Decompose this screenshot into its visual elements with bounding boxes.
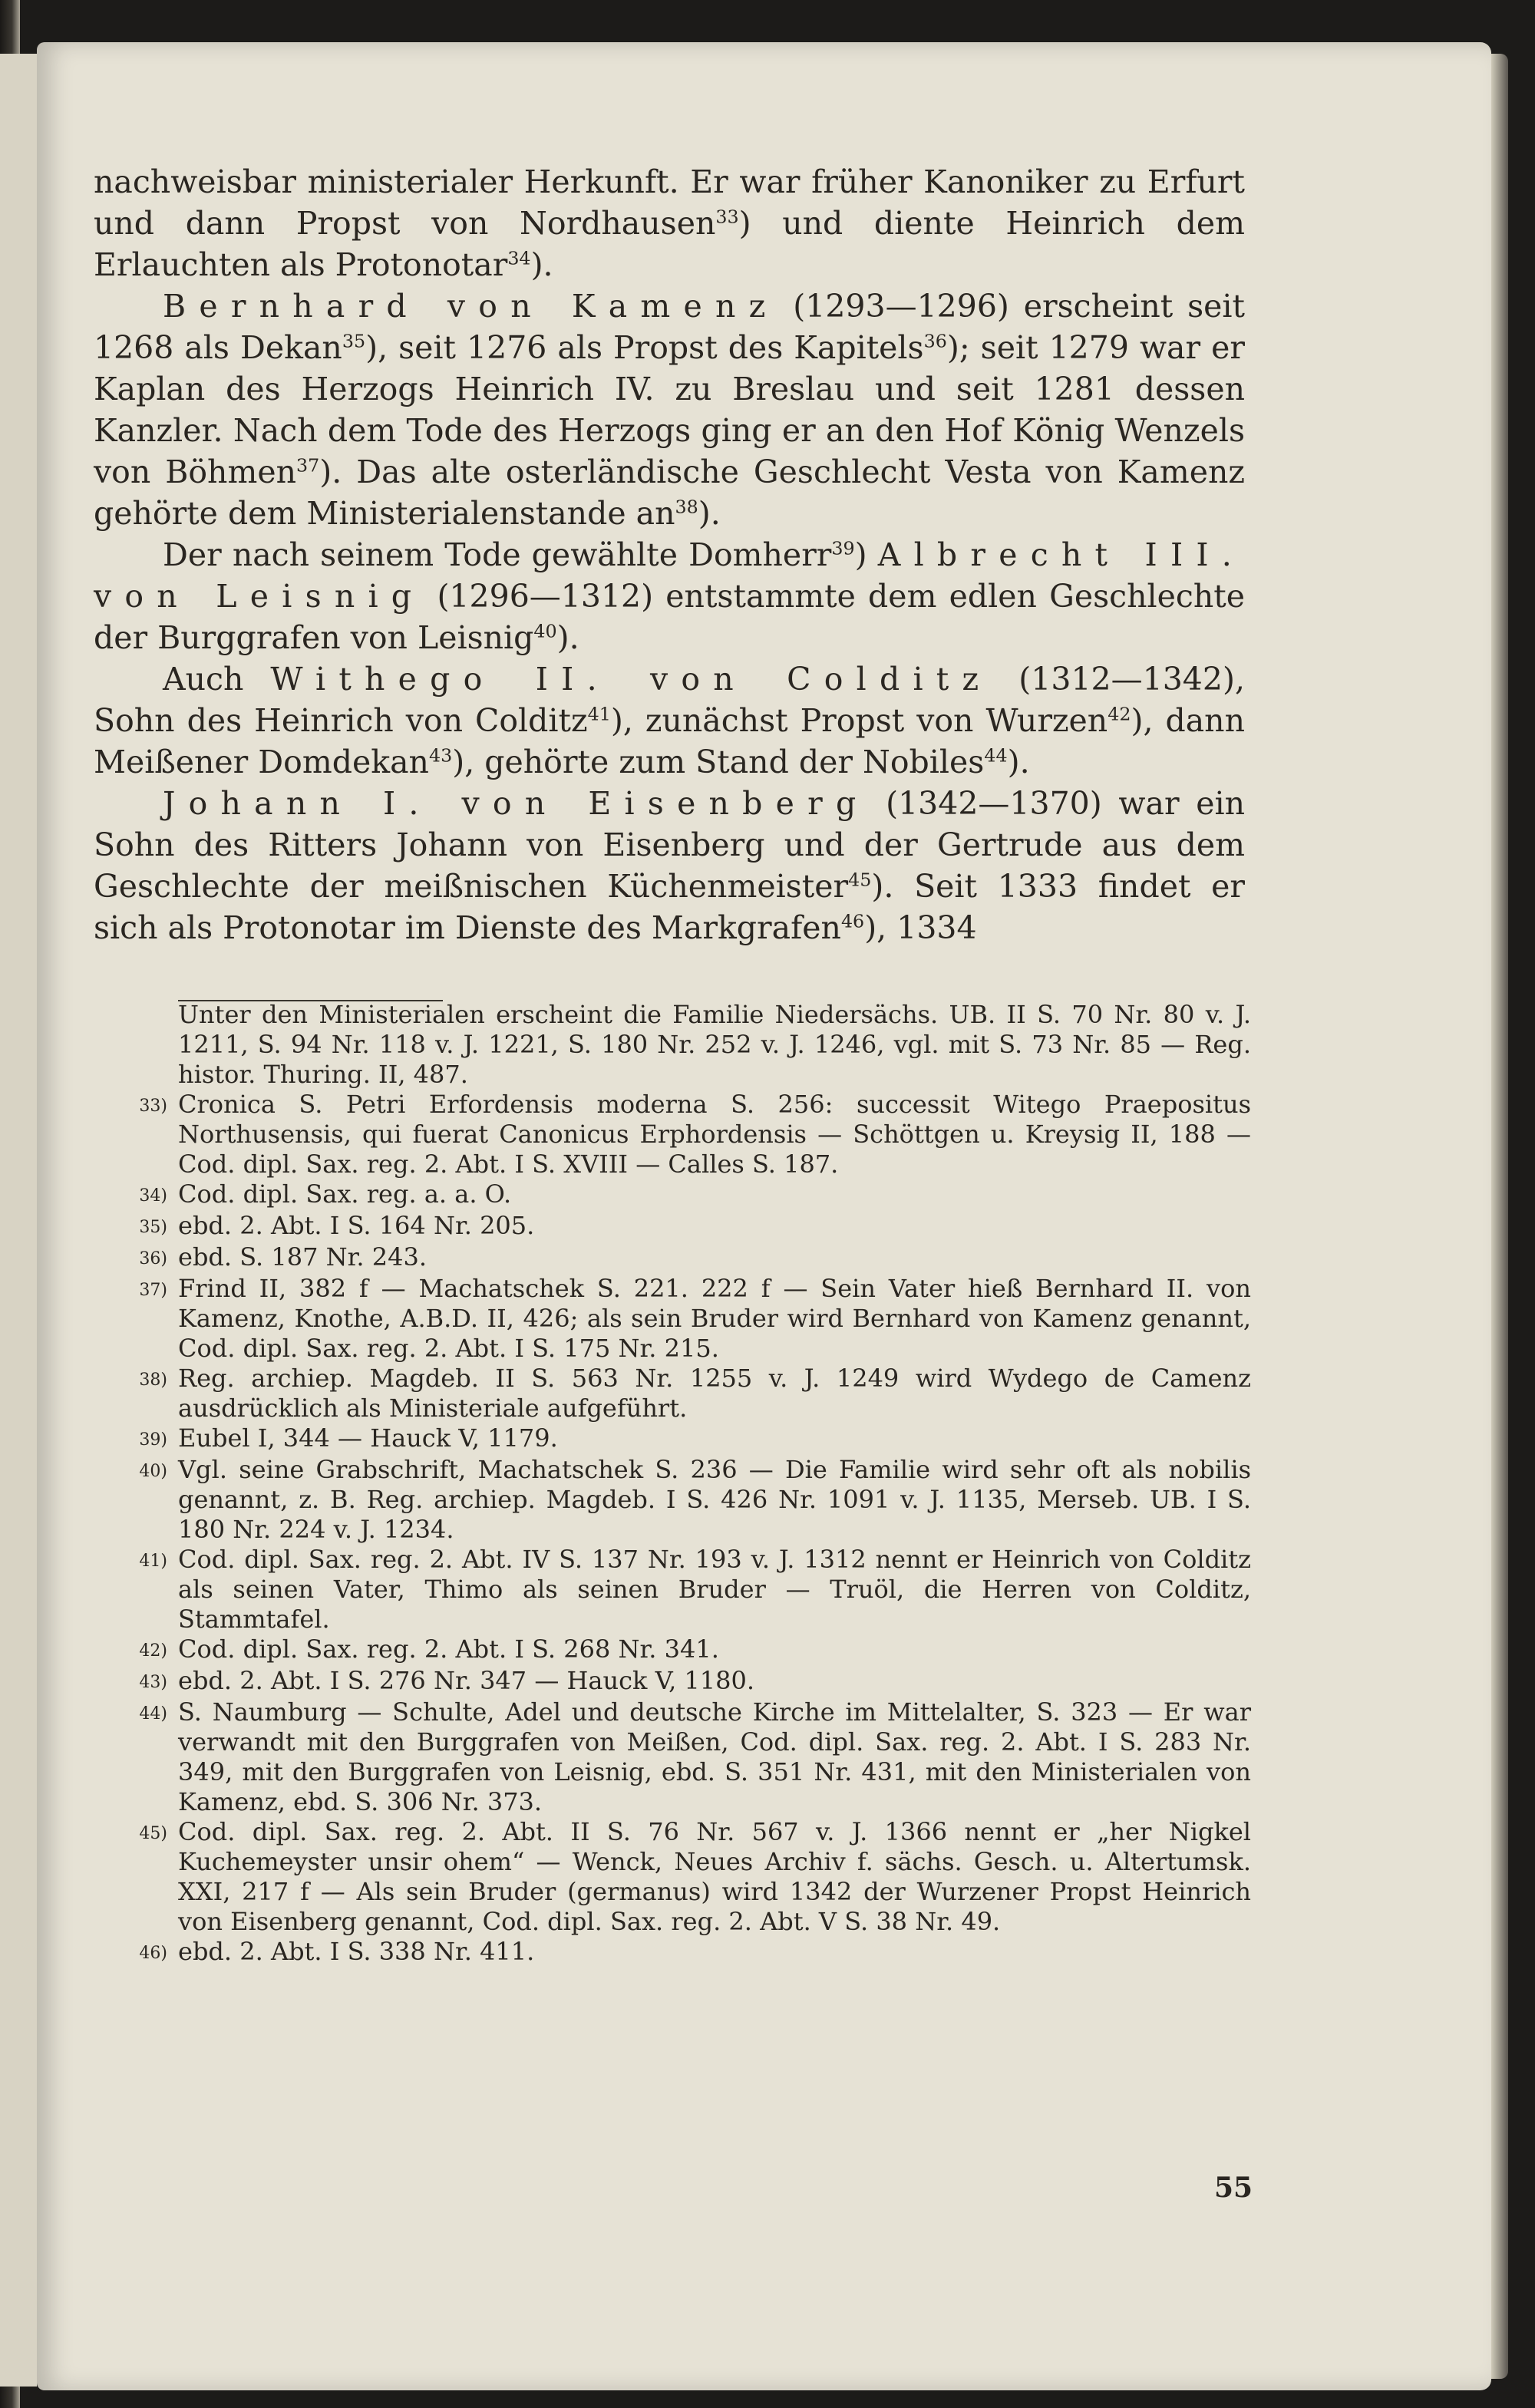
person-name: Bernhard von Kamenz	[163, 288, 779, 325]
footnote-number: 36)	[139, 1249, 167, 1268]
footnote-number: 35)	[139, 1218, 167, 1237]
footnote-ref: 39	[831, 537, 855, 559]
footnote-ref: 44	[984, 744, 1008, 767]
footnote-item	[115, 1666, 1251, 1697]
footnote-ref: 36	[923, 330, 947, 352]
paragraph-text: ), gehörte zum Stand der Nobiles	[452, 744, 985, 780]
footnotes	[115, 1000, 1251, 1968]
paragraph-text: ).	[530, 246, 553, 283]
paragraph-text: ).	[698, 495, 721, 532]
footnote-item	[115, 1455, 1251, 1545]
page-number: 55	[1214, 2172, 1253, 2204]
footnote-item	[115, 1817, 1251, 1937]
footnote-number: 38)	[139, 1371, 167, 1390]
footnote-text: ebd. S. 187 Nr. 243.	[178, 1242, 427, 1272]
footnote-item	[115, 1242, 1251, 1274]
page-stack-edge	[1491, 54, 1508, 2379]
footnote-text: Vgl. seine Grabschrift, Machatschek S. 236 — Die Familie wird sehr oft als nobilis genannt, z. B. Reg. archiep. Magdeb. I S. 426 Nr. 1091 v. J. 1135, Merseb. UB. I S. 180 Nr. 224 v. J. 1234.	[178, 1455, 1251, 1544]
person-name: Albrecht III. von Leisnig	[94, 536, 1246, 615]
paragraph-text: ), dann Meißener Domdekan	[94, 702, 1245, 780]
paragraph-text: nachweisbar ministerialer Herkunft. Er war früher Kanoniker zu Erfurt und dann Propst von Nordhausen	[94, 163, 1245, 242]
footnote-ref: 33	[715, 206, 739, 228]
paragraph-text: )	[854, 536, 878, 573]
paragraph-1	[94, 161, 1245, 285]
paragraph-text: Der nach seinem Tode gewählte Domherr	[163, 536, 832, 573]
footnote-ref: 38	[675, 496, 698, 518]
footnote-text: Cod. dipl. Sax. reg. 2. Abt. I S. 268 Nr. 341.	[178, 1634, 719, 1664]
footnote-text: ebd. 2. Abt. I S. 276 Nr. 347 — Hauck V, 1180.	[178, 1666, 755, 1695]
paragraph-text: ).	[1007, 744, 1030, 780]
footnote-ref: 46	[840, 910, 865, 932]
footnote-ref: 41	[587, 703, 611, 725]
footnote-text: S. Naumburg — Schulte, Adel und deutsche Kirche im Mittelalter, S. 323 — Er war verwandt mit den Burggrafen von Meißen, Cod. dipl. Sax. reg. 2. Abt. I S. 283 Nr. 349, mit den Burggrafen von Leisnig, ebd. S. 351 Nr. 431, mit den Ministerialen von Kamenz, ebd. S. 306 Nr. 373.	[178, 1697, 1251, 1816]
paragraph-2	[94, 285, 1245, 534]
footnote-list	[115, 1090, 1251, 1968]
paragraph-text: ).	[556, 619, 579, 656]
main-text	[94, 161, 1245, 948]
paragraph-text: Auch	[163, 661, 271, 698]
paragraph-text: ), 1334	[864, 909, 977, 946]
footnote-ref: 42	[1108, 703, 1131, 725]
footnote-ref: 43	[428, 744, 453, 767]
footnote-item	[115, 1634, 1251, 1666]
paragraph-text: (1296—1312) entstammte dem edlen Geschlechte der Burggrafen von Leisnig	[94, 578, 1245, 656]
footnote-text: Cod. dipl. Sax. reg. 2. Abt. II S. 76 Nr. 567 v. J. 1366 nennt er „her Nigkel Kuchemeyster unsir ohem“ — Wenck, Neues Archiv f. sächs. Gesch. u. Altertumsk. XXI, 217 f — Als sein Bruder (germanus) wird 1342 der Wurzener Propst Heinrich von Eisenberg genannt, Cod. dipl. Sax. reg. 2. Abt. V S. 38 Nr. 49.	[178, 1817, 1251, 1936]
footnote-item	[115, 1423, 1251, 1455]
footnote-text: Frind II, 382 f — Machatschek S. 221. 222 f — Sein Vater hieß Bernhard II. von Kamenz, Knothe, A.B.D. II, 426; als sein Bruder wird Bernhard von Kamenz genannt, Cod. dipl. Sax. reg. 2. Abt. I S. 175 Nr. 215.	[178, 1274, 1251, 1363]
footnote-text: Cronica S. Petri Erfordensis moderna S. 256: successit Witego Praepositus Northusensis, qui fuerat Canonicus Erphordensis — Schöttgen u. Kreysig II, 188 — Cod. dipl. Sax. reg. 2. Abt. I S. XVIII — Calles S. 187.	[178, 1090, 1251, 1179]
paragraph-text: ) und diente Heinrich dem Erlauchten als Protonotar	[94, 205, 1245, 283]
footnote-number: 34)	[139, 1186, 167, 1206]
footnote-ref: 34	[507, 247, 531, 269]
paragraph-3	[94, 534, 1245, 658]
person-name: Withego II. von Colditz	[270, 661, 992, 698]
footnote-continuation	[115, 1000, 1251, 1090]
paragraph-text: ), zunächst Propst von Wurzen	[610, 702, 1108, 739]
footnote-text: Eubel I, 344 — Hauck V, 1179.	[178, 1423, 558, 1453]
paragraph-text: ). Das alte osterländische Geschlecht Vesta von Kamenz gehörte dem Ministerialenstande an	[94, 454, 1245, 532]
footnote-number: 43)	[139, 1673, 167, 1692]
footnote-item	[115, 1697, 1251, 1817]
footnote-number: 44)	[139, 1704, 167, 1724]
footnote-number: 42)	[139, 1641, 167, 1661]
paragraph-text: ). Seit 1333 findet er sich als Protonotar im Dienste des Markgrafen	[94, 868, 1245, 946]
footnote-text: ebd. 2. Abt. I S. 338 Nr. 411.	[178, 1937, 535, 1966]
footnote-item	[115, 1090, 1251, 1179]
footnote-number: 41)	[139, 1552, 167, 1571]
footnote-ref: 37	[296, 454, 320, 477]
footnote-ref: 40	[533, 620, 557, 642]
footnote-text: Reg. archiep. Magdeb. II S. 563 Nr. 1255 v. J. 1249 wird Wydego de Camenz ausdrücklich als Ministeriale aufgeführt.	[178, 1364, 1251, 1423]
paragraph-text: ); seit 1279 war er Kaplan des Herzogs Heinrich IV. zu Breslau und seit 1281 dessen Kanzler. Nach dem Tode des Herzogs ging er an den Hof König Wenzels von Böhmen	[94, 329, 1245, 490]
footnote-item	[115, 1274, 1251, 1364]
footnote-text: Cod. dipl. Sax. reg. a. a. O.	[178, 1179, 512, 1209]
footnote-item	[115, 1211, 1251, 1242]
paragraph-text: (1293—1296) erscheint seit 1268 als Dekan	[94, 288, 1245, 366]
footnote-ref: 45	[848, 869, 872, 891]
footnote-number: 45)	[139, 1824, 167, 1843]
footnote-item	[115, 1364, 1251, 1423]
paragraph-4	[94, 658, 1245, 783]
paragraph-text: (1312—1342), Sohn des Heinrich von Colditz	[94, 661, 1245, 739]
footnote-item	[115, 1179, 1251, 1211]
footnote-number: 33)	[139, 1097, 167, 1116]
paragraph-text: ), seit 1276 als Propst des Kapitels	[365, 329, 924, 366]
footnote-ref: 35	[342, 330, 366, 352]
footnote-number: 40)	[139, 1462, 167, 1481]
person-name: Johann I. von Eisenberg	[163, 785, 870, 822]
footnote-number: 39)	[139, 1430, 167, 1450]
paragraph-text: (1342—1370) war ein Sohn des Ritters Johann von Eisenberg und der Gertrude aus dem Geschlechte der meißnischen Küchenmeister	[94, 785, 1245, 905]
footnote-number: 37)	[139, 1281, 167, 1300]
footnote-item	[115, 1545, 1251, 1634]
footnote-text: Unter den Ministerialen erscheint die Familie Niedersächs. UB. II S. 70 Nr. 80 v. J. 1211, S. 94 Nr. 118 v. J. 1221, S. 180 Nr. 252 v. J. 1246, vgl. mit S. 73 Nr. 85 — Reg. histor. Thuring. II, 487.	[178, 1000, 1251, 1089]
footnote-item	[115, 1937, 1251, 1968]
footnote-number: 46)	[139, 1944, 167, 1963]
footnote-text: Cod. dipl. Sax. reg. 2. Abt. IV S. 137 Nr. 193 v. J. 1312 nennt er Heinrich von Colditz als seinen Vater, Thimo als seinen Bruder — Truöl, die Herren von Colditz, Stammtafel.	[178, 1545, 1251, 1634]
previous-page-edge	[0, 54, 37, 2387]
footnote-text: ebd. 2. Abt. I S. 164 Nr. 205.	[178, 1211, 535, 1240]
paragraph-5	[94, 783, 1245, 948]
